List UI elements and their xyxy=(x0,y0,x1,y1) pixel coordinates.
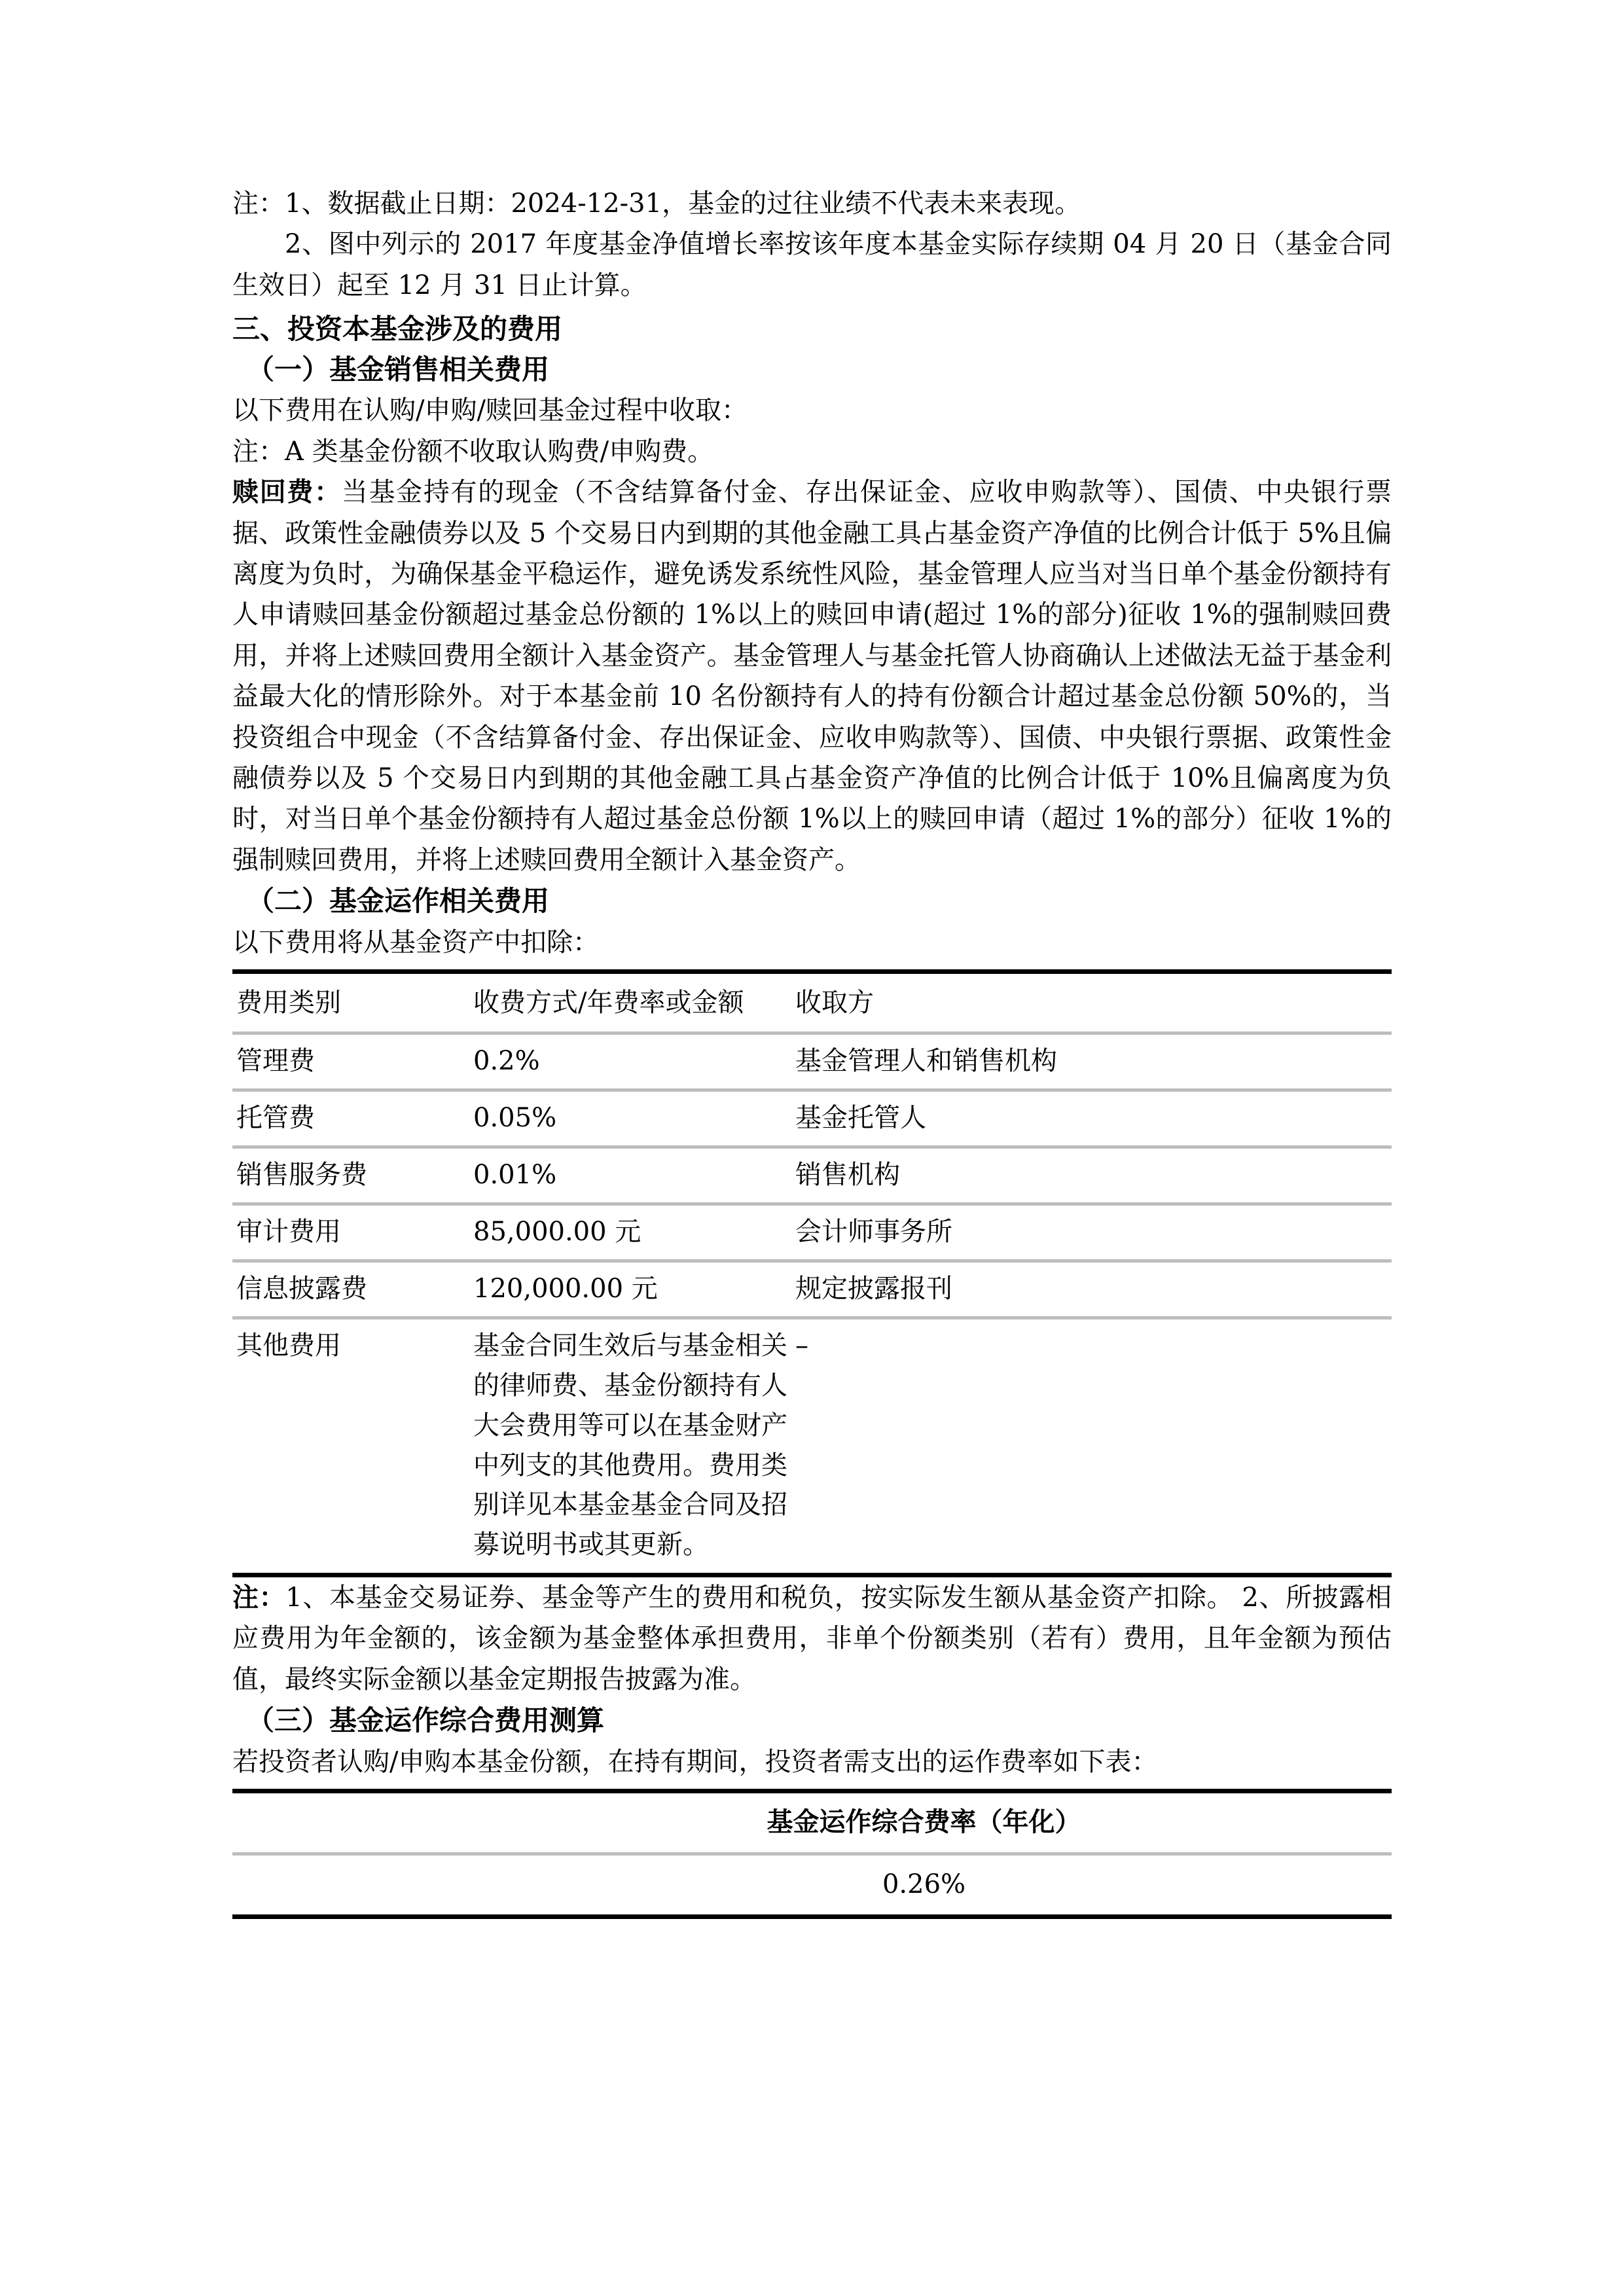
cell-fee-rate: 0.01% xyxy=(469,1147,791,1204)
table-row xyxy=(232,1033,1392,1090)
cell-fee-category: 审计费用 xyxy=(232,1204,469,1261)
table-header-row xyxy=(232,972,1392,1033)
redemption-fee-label: 赎回费： xyxy=(232,476,342,508)
document-body xyxy=(232,183,1392,1919)
header-fee-category: 费用类别 xyxy=(232,972,469,1033)
operating-fee-intro: 以下费用将从基金资产中扣除： xyxy=(232,927,599,958)
cell-fee-rate: 0.05% xyxy=(469,1090,791,1147)
table-row xyxy=(232,1854,1392,1917)
comprehensive-rate-table-head xyxy=(232,1791,1392,1854)
cell-fee-rate: 120,000.00 元 xyxy=(469,1261,791,1318)
table-row xyxy=(232,1318,1392,1575)
subsection-heading-1: （一）基金销售相关费用 xyxy=(247,353,550,386)
header-fee-recipient: 收取方 xyxy=(791,972,1392,1033)
table-header-row xyxy=(232,1791,1392,1854)
header-comprehensive-rate: 基金运作综合费率（年化） xyxy=(456,1791,1392,1854)
redemption-fee-text: 当基金持有的现金（不含结算备付金、存出保证金、应收申购款等）、国债、中央银行票据、政策性金融债券以及 5 个交易日内到期的其他金融工具占基金资产净值的比例合计低于 5%且偏离度为负时，为确保基金平稳运作，避免诱发系统性风险，基金管理人应当对当日单个基金份额持有人申请赎回基金份额超过基金总份额的 1%以上的赎回申请(超过 1%的部分)征收 1%的强制赎回费用，并将上述赎回费用全额计入基金资产。基金管理人与基金托管人协商确认上述做法无益于基金利益最大化的情形除外。对于本基金前 10 名份额持有人的持有份额合计超过基金总份额 50%的，当投资组合中现金（不含结算备付金、存出保证金、应收申购款等）、国债、中央银行票据、政策性金融债券以及 5 个交易日内到期的其他金融工具占基金资产净值的比例合计低于 10%且偏离度为负时，对当日单个基金份额持有人超过基金总份额 1%以上的赎回申请（超过 1%的部分）征收 1%的强制赎回费用，并将上述赎回费用全额计入基金资产。 xyxy=(232,477,1392,875)
cell-fee-recipient: 规定披露报刊 xyxy=(791,1261,1392,1318)
subsection-heading-2: （二）基金运作相关费用 xyxy=(247,885,550,918)
table-row xyxy=(232,1261,1392,1318)
operating-fee-table xyxy=(232,969,1392,1577)
cell-fee-recipient: 基金托管人 xyxy=(791,1090,1392,1147)
operating-fee-note-lead: 注： xyxy=(232,1581,286,1613)
cell-fee-recipient: 基金管理人和销售机构 xyxy=(791,1033,1392,1090)
cell-fee-recipient: 会计师事务所 xyxy=(791,1204,1392,1261)
subsection-heading-3: （三）基金运作综合费用测算 xyxy=(247,1704,605,1737)
operating-fee-table-head xyxy=(232,972,1392,1033)
note-line-1 xyxy=(232,183,1392,224)
section-heading-3: 三、投资本基金涉及的费用 xyxy=(232,313,563,346)
header-spacer xyxy=(232,1791,456,1854)
note-line-2 xyxy=(232,224,1392,306)
cell-fee-recipient: 销售机构 xyxy=(791,1147,1392,1204)
operating-fee-table-body xyxy=(232,1033,1392,1575)
table-row xyxy=(232,1204,1392,1261)
comprehensive-fee-intro: 若投资者认购/申购本基金份额，在持有期间，投资者需支出的运作费率如下表： xyxy=(232,1746,1158,1777)
cell-fee-category: 管理费 xyxy=(232,1033,469,1090)
note-line-1-text: 注：1、数据截止日期：2024-12-31，基金的过往业绩不代表未来表现。 xyxy=(232,188,1081,219)
cell-fee-rate: 0.2% xyxy=(469,1033,791,1090)
cell-spacer xyxy=(232,1854,456,1917)
comprehensive-rate-table-body xyxy=(232,1854,1392,1917)
sales-fee-note: 注：A 类基金份额不收取认购费/申购费。 xyxy=(232,436,714,467)
sales-fee-intro: 以下费用在认购/申购/赎回基金过程中收取： xyxy=(232,395,748,426)
operating-fee-note-text: 1、本基金交易证券、基金等产生的费用和税负，按实际发生额从基金资产扣除。 2、所披露相应费用为年金额的，该金额为基金整体承担费用，非单个份额类别（若有）费用，且年金额为预估值，最终实际金额以基金定期报告披露为准。 xyxy=(232,1582,1392,1695)
cell-fee-category: 销售服务费 xyxy=(232,1147,469,1204)
note-line-2-text: 2、图中列示的 2017 年度基金净值增长率按该年度本基金实际存续期 04 月 20 日（基金合同生效日）起至 12 月 31 日止计算。 xyxy=(232,229,1392,300)
cell-fee-rate: 基金合同生效后与基金相关的律师费、基金份额持有人大会费用等可以在基金财产中列支的其他费用。费用类别详见本基金基金合同及招募说明书或其更新。 xyxy=(469,1318,791,1575)
cell-fee-category: 信息披露费 xyxy=(232,1261,469,1318)
cell-fee-recipient: – xyxy=(791,1318,1392,1575)
table-row xyxy=(232,1090,1392,1147)
header-fee-rate: 收费方式/年费率或金额 xyxy=(469,972,791,1033)
table-row xyxy=(232,1147,1392,1204)
cell-comprehensive-rate-value: 0.26% xyxy=(456,1854,1392,1917)
cell-fee-rate: 85,000.00 元 xyxy=(469,1204,791,1261)
cell-fee-category: 托管费 xyxy=(232,1090,469,1147)
comprehensive-rate-table xyxy=(232,1789,1392,1919)
operating-fee-note xyxy=(232,1577,1392,1700)
redemption-fee-paragraph xyxy=(232,472,1392,880)
cell-fee-category: 其他费用 xyxy=(232,1318,469,1575)
